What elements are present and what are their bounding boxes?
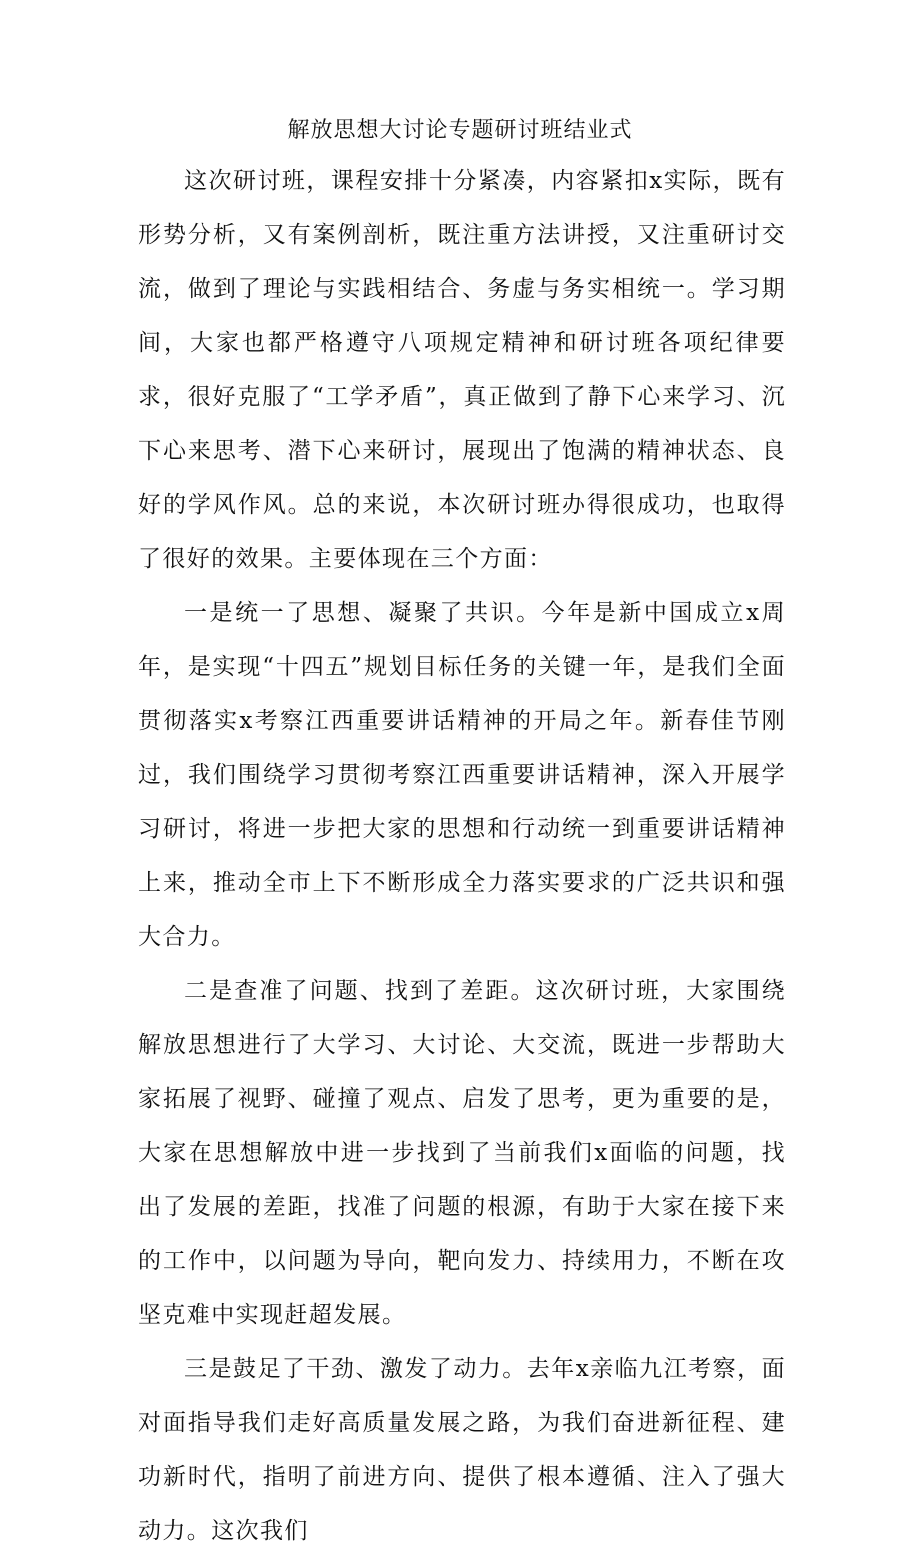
paragraph-4: 三是鼓足了干劲、激发了动力。去年x亲临九江考察，面对面指导我们走好高质量发展之路，为我们奋进新征程、建功新时代，指明了前进方向、提供了根本遵循、注入了强大动力。这次我们	[138, 1356, 786, 1544]
paragraph-2: 一是统一了思想、凝聚了共识。今年是新中国成立x周年，是实现“十四五”规划目标任务的关键一年，是我们全面贯彻落实x考察江西重要讲话精神的开局之年。新春佳节刚过，我们围绕学习贯彻考察江西重要讲话精神，深入开展学习研讨，将进一步把大家的思想和行动统一到重要讲话精神上来，推动全市上下不断形成全力落实要求的广泛共识和强大合力。	[138, 600, 786, 950]
paragraph-1: 这次研讨班，课程安排十分紧凑，内容紧扣x实际，既有形势分析，又有案例剖析，既注重方法讲授，又注重研讨交流，做到了理论与实践相结合、务虚与务实相统一。学习期间，大家也都严格遵守八项规定精神和研讨班各项纪律要求，很好克服了“工学矛盾”，真正做到了静下心来学习、沉下心来思考、潜下心来研讨，展现出了饱满的精神状态、良好的学风作风。总的来说，本次研讨班办得很成功，也取得了很好的效果。主要体现在三个方面：	[138, 168, 786, 572]
document-title: 解放思想大讨论专题研讨班结业式	[287, 118, 633, 143]
paragraph-3: 二是查准了问题、找到了差距。这次研讨班，大家围绕解放思想进行了大学习、大讨论、大交流，既进一步帮助大家拓展了视野、碰撞了观点、启发了思考，更为重要的是，大家在思想解放中进一步找到了当前我们x面临的问题，找出了发展的差距，找准了问题的根源，有助于大家在接下来的工作中，以问题为导向，靶向发力、持续用力，不断在攻坚克难中实现赶超发展。	[138, 978, 786, 1328]
document-body	[138, 154, 786, 1558]
